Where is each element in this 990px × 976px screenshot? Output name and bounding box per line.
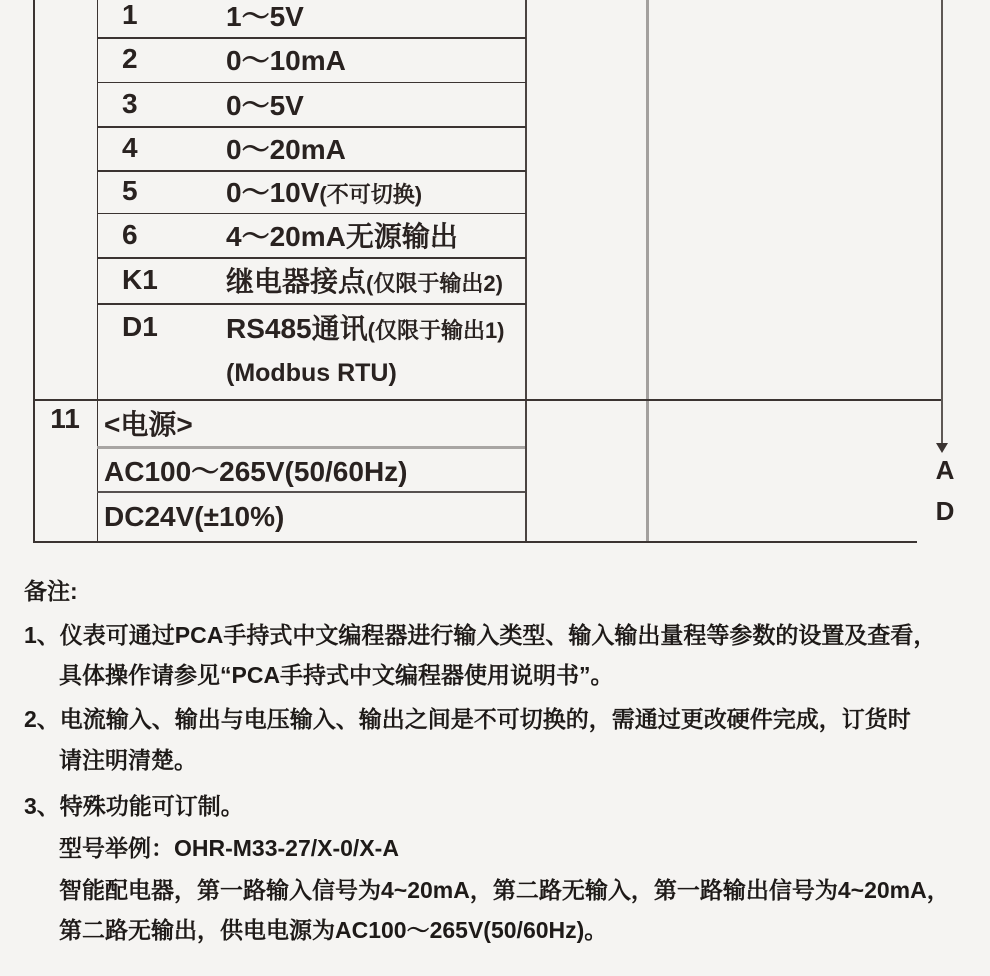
option-desc-text: 4～20mA无源输出 [226, 220, 458, 252]
note-line: 智能配电器，第一路输入信号为4~20mA，第二路无输入，第一路输出信号为4~20mA， [59, 876, 950, 903]
option-desc-text: 1～5V [226, 0, 304, 32]
option-desc [226, 0, 304, 35]
table-row [97, 213, 525, 258]
arrow-down-icon [936, 443, 948, 453]
table-border-left [33, 0, 35, 543]
option-note: (仅限于输出1) [367, 318, 505, 343]
option-desc [226, 215, 458, 255]
selection-letter-a: A [935, 454, 955, 485]
power-option: DC24V(±10%) [104, 500, 285, 532]
model-flow-line [941, 0, 943, 444]
option-note: (不可切换) [319, 182, 423, 208]
power-option-row [97, 448, 525, 491]
option-code: 4 [122, 132, 138, 163]
table-row [97, 303, 525, 351]
note-line: 1、仪表可通过PCA手持式中文编程器进行输入类型、输入输出量程等参数的设置及查看， [24, 621, 937, 648]
option-note: (仅限于输出2) [366, 271, 503, 296]
option-desc-text: RS485通讯 [226, 313, 368, 344]
power-option: AC100～265V(50/60Hz) [104, 455, 408, 487]
notes-title: 备注: [24, 577, 78, 604]
note-line: 3、特殊功能可订制。 [24, 792, 244, 819]
option-desc [226, 39, 346, 79]
table-row [97, 170, 525, 213]
option-desc-text: 继电器接点 [226, 266, 367, 297]
note-line: 第二路无输出，供电电源为AC100～265V(50/60Hz)。 [59, 916, 608, 943]
option-desc-text: 0～5V [226, 89, 304, 121]
option-code: 1 [122, 0, 138, 30]
note-line: 具体操作请参见“PCA手持式中文编程器使用说明书”。 [59, 661, 614, 688]
option-desc [226, 84, 304, 124]
power-header-row [97, 399, 525, 446]
table-border-col3 [646, 0, 649, 543]
table-border-bottom [33, 541, 917, 543]
note-line: 型号举例：OHR-M33-27/X-0/X-A [59, 834, 399, 861]
table-row [97, 0, 525, 37]
note-line: 2、电流输入、输出与电压输入、输出之间是不可切换的，需通过更改硬件完成，订货时 [24, 705, 911, 732]
selection-letter-d: D [935, 495, 955, 526]
option-desc-text: 0～10mA [226, 45, 346, 77]
table-row [97, 126, 525, 170]
option-desc [226, 128, 346, 168]
option-desc [226, 171, 422, 211]
power-option-row [97, 492, 525, 541]
option-code: K1 [122, 264, 158, 295]
option-desc [226, 307, 505, 347]
option-code: 5 [122, 175, 138, 207]
power-header: <电源> [104, 408, 193, 440]
option-desc [226, 260, 503, 300]
option-code: 3 [122, 87, 138, 119]
table-row [97, 37, 525, 82]
option-code: 6 [122, 218, 138, 250]
table-row [97, 82, 525, 127]
option-note-line2: (Modbus RTU) [226, 358, 397, 387]
table-row [97, 257, 525, 303]
option-code: 2 [122, 43, 138, 75]
option-code: D1 [122, 311, 158, 342]
option-desc-text: 0～20mA [226, 134, 346, 165]
option-desc-text: 0～10V [226, 177, 320, 209]
note-line: 请注明清楚。 [59, 746, 197, 773]
power-row-index: 11 [50, 403, 80, 434]
